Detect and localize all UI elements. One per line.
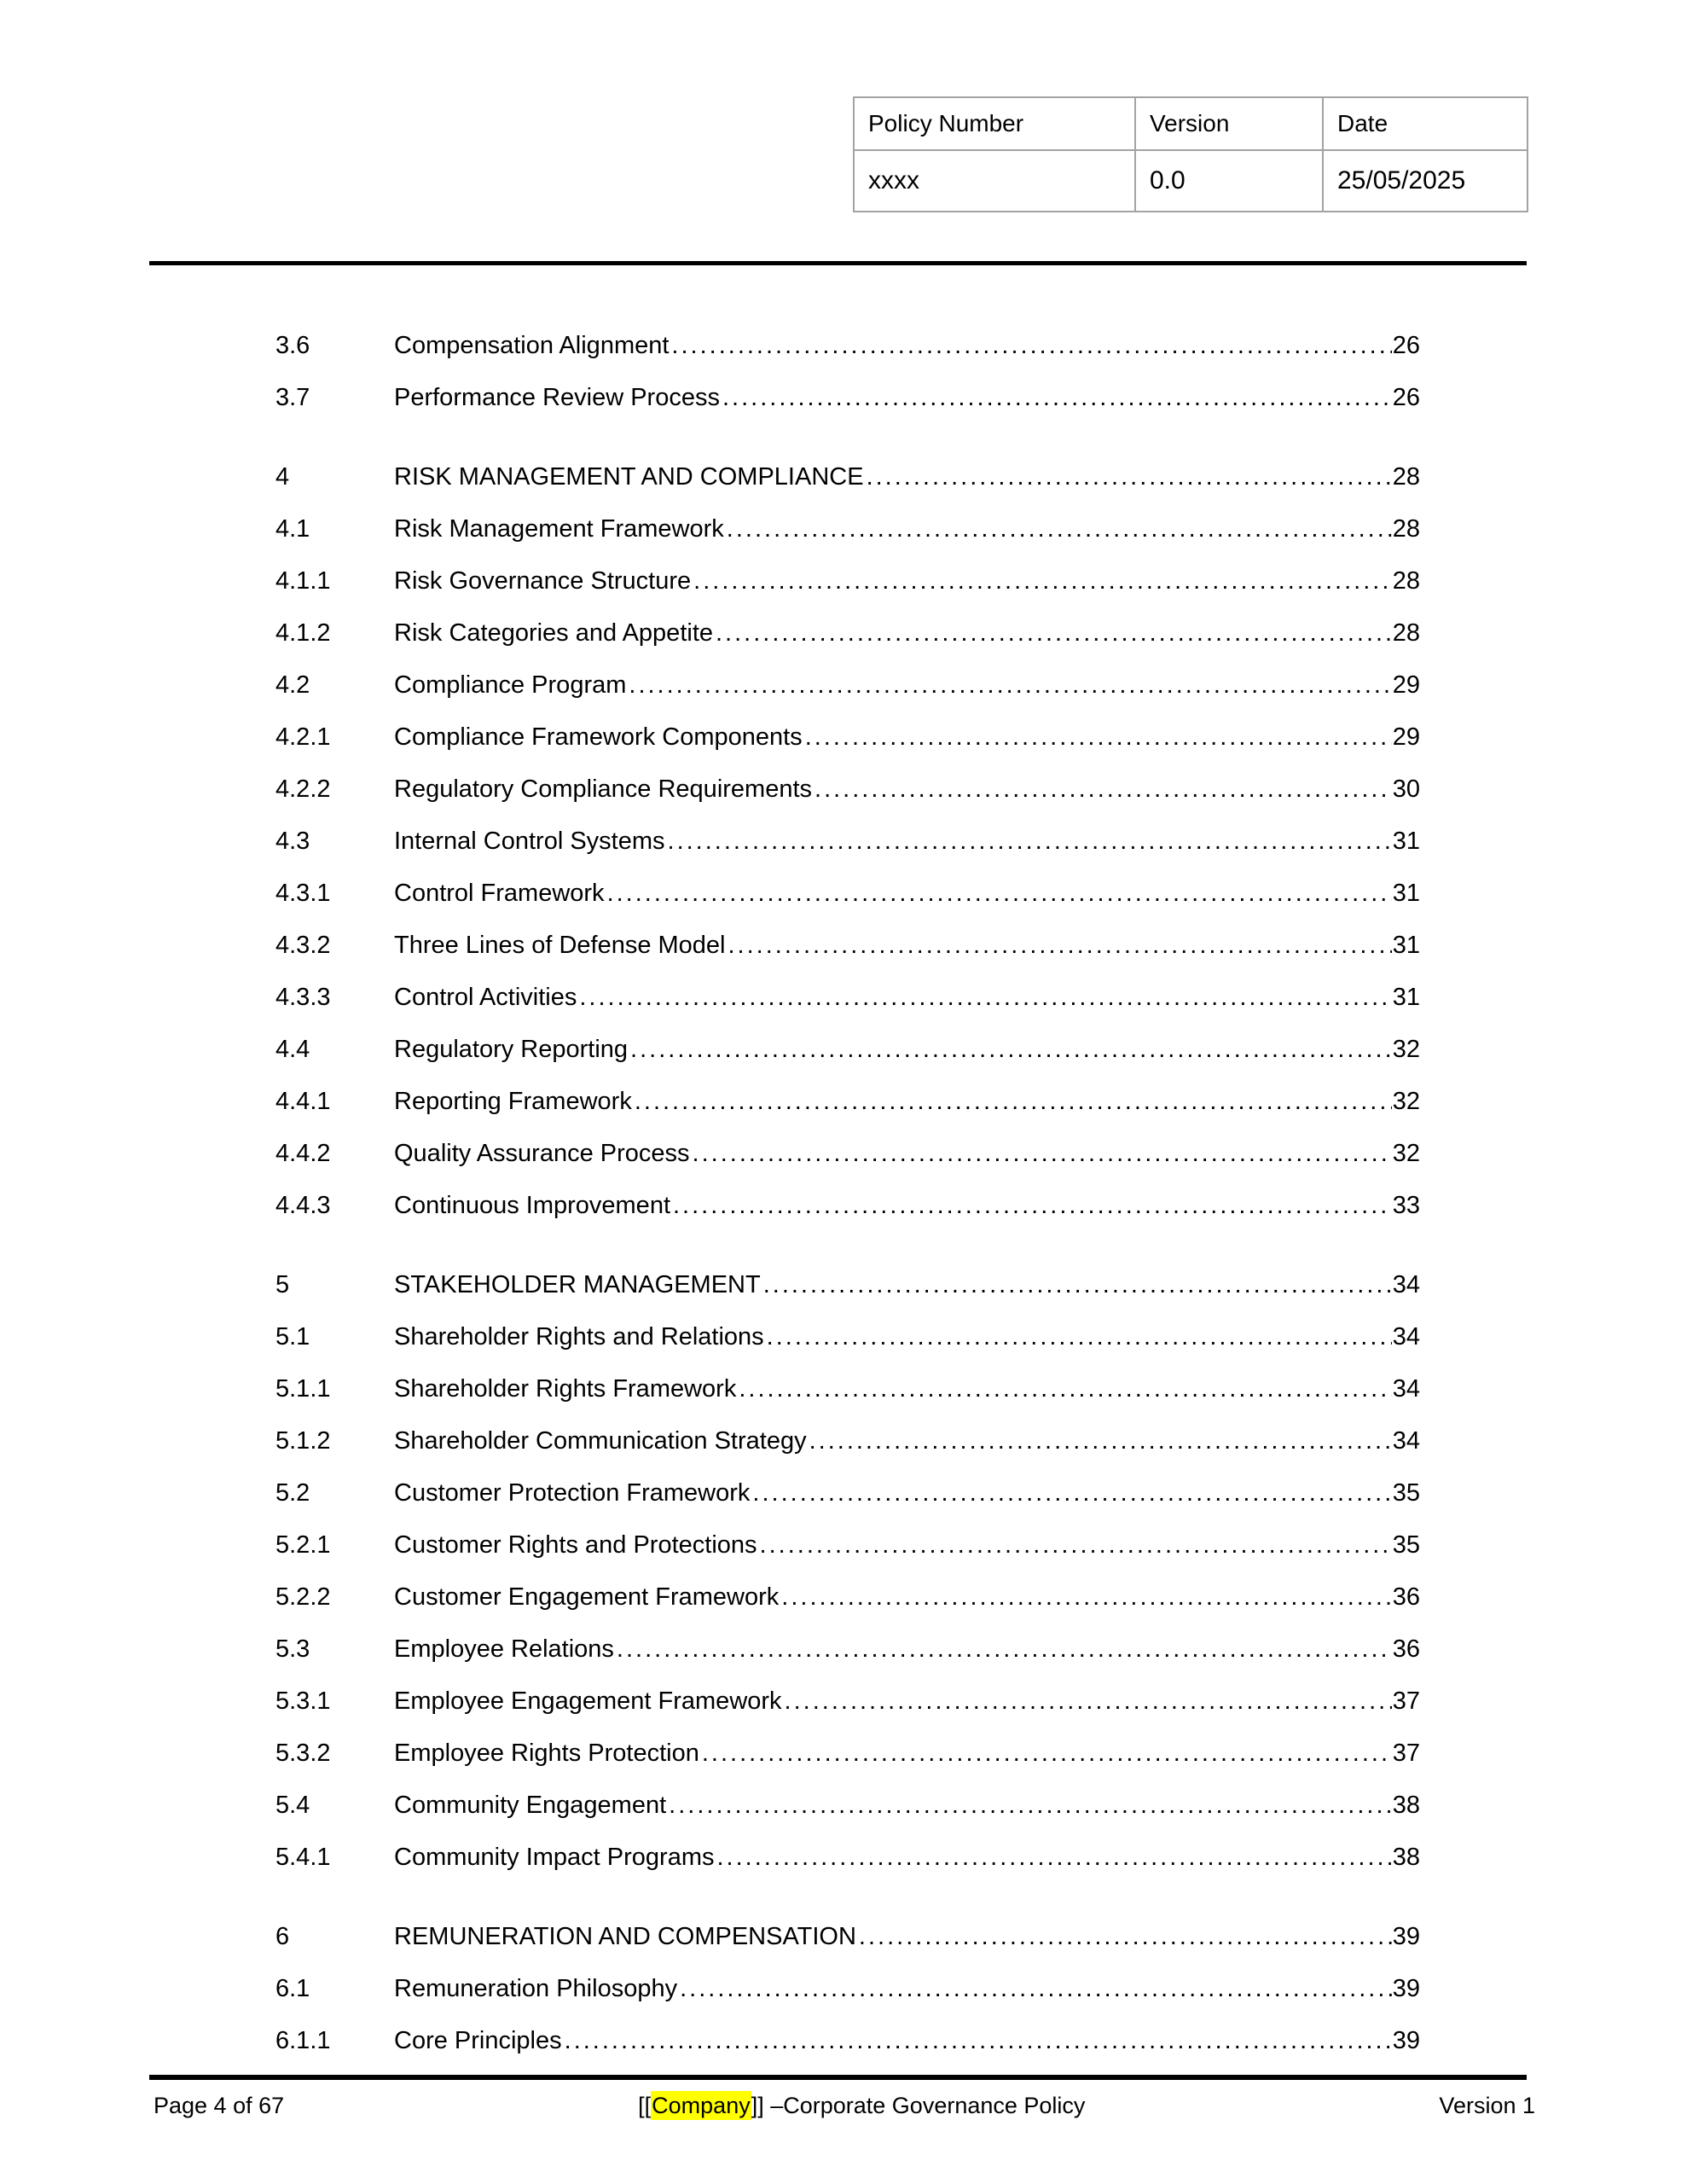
header-divider-line	[149, 261, 1527, 265]
toc-entry-page: 36	[1392, 1635, 1420, 1663]
toc-leader-dots	[635, 1076, 1392, 1128]
toc-entry-number: 5.3.2	[275, 1740, 331, 1767]
toc-leader-dots	[607, 868, 1392, 920]
toc-list	[275, 320, 1420, 2067]
toc-entry-page: 32	[1392, 1140, 1420, 1167]
toc-leader-dots	[785, 1676, 1392, 1728]
toc-leader-dots	[693, 1128, 1392, 1180]
toc-entry-title: Remuneration Philosophy	[394, 1975, 678, 2002]
toc-entry-page: 31	[1392, 880, 1420, 907]
toc-entry-page: 30	[1392, 775, 1420, 803]
toc-entry-page: 28	[1392, 619, 1420, 647]
toc-leader-dots	[805, 712, 1392, 764]
toc-leader-dots	[722, 372, 1392, 424]
toc-entry-title: Community Engagement	[394, 1792, 667, 1819]
toc-entry-title: Internal Control Systems	[394, 828, 665, 855]
toc-entry-title: Risk Governance Structure	[394, 567, 692, 595]
toc-entry	[275, 1024, 1420, 1076]
toc-entry-number: 6.1	[275, 1975, 310, 2002]
toc-entry-page: 35	[1392, 1531, 1420, 1559]
toc-leader-dots	[867, 451, 1392, 503]
toc-entry-page: 29	[1392, 723, 1420, 751]
toc-entry	[275, 816, 1420, 868]
toc-entry-title: Compliance Framework Components	[394, 723, 803, 751]
toc-leader-dots	[727, 503, 1392, 555]
toc-leader-dots	[728, 920, 1392, 972]
toc-group	[275, 1259, 1420, 1884]
toc-entry-number: 4.3.1	[275, 880, 331, 907]
toc-leader-dots	[668, 816, 1392, 868]
toc-entry-title: Community Impact Programs	[394, 1844, 715, 1871]
toc-entry	[275, 972, 1420, 1024]
toc-entry	[275, 1623, 1420, 1676]
toc-entry-title: Risk Categories and Appetite	[394, 619, 713, 647]
toc-entry	[275, 1311, 1420, 1363]
toc-entry-number: 4.3	[275, 828, 310, 855]
toc-entry	[275, 555, 1420, 607]
toc-leader-dots	[767, 1311, 1392, 1363]
toc-entry-title: STAKEHOLDER MANAGEMENT	[394, 1271, 761, 1298]
toc-entry-page: 34	[1392, 1323, 1420, 1350]
toc-entry-title: Customer Protection Framework	[394, 1479, 751, 1507]
toc-entry	[275, 503, 1420, 555]
toc-entry-number: 4.2	[275, 671, 310, 699]
toc-entry-title: Customer Engagement Framework	[394, 1583, 780, 1611]
toc-entry-title: Core Principles	[394, 2027, 562, 2054]
toc-leader-dots	[739, 1363, 1391, 1415]
toc-entry-number: 6.1.1	[275, 2027, 331, 2054]
toc-entry-title: Compliance Program	[394, 671, 627, 699]
toc-entry	[275, 1415, 1420, 1467]
toc-leader-dots	[579, 972, 1391, 1024]
toc-entry-title: Risk Management Framework	[394, 515, 724, 543]
toc-entry-title: Quality Assurance Process	[394, 1140, 690, 1167]
toc-leader-dots	[702, 1728, 1392, 1780]
toc-entry-number: 5.2.2	[275, 1583, 331, 1611]
toc-entry-page: 34	[1392, 1427, 1420, 1455]
policy-number-label: Policy Number	[854, 97, 1135, 150]
toc-entry-title: Shareholder Rights and Relations	[394, 1323, 764, 1350]
toc-leader-dots	[630, 1024, 1392, 1076]
toc-leader-dots	[673, 1180, 1392, 1232]
toc-entry-title: Compensation Alignment	[394, 332, 670, 359]
toc-entry	[275, 712, 1420, 764]
toc-leader-dots	[629, 659, 1391, 712]
toc-leader-dots	[752, 1467, 1391, 1519]
toc-entry-title: Three Lines of Defense Model	[394, 932, 726, 959]
toc-entry	[275, 1076, 1420, 1128]
toc-entry-number: 4	[275, 463, 290, 491]
toc-entry-title: Control Activities	[394, 984, 577, 1011]
toc-entry-title: Shareholder Communication Strategy	[394, 1427, 807, 1455]
toc-entry-title: Reporting Framework	[394, 1088, 632, 1115]
toc-entry	[275, 320, 1420, 372]
toc-entry-number: 5.1.2	[275, 1427, 331, 1455]
date-value: 25/05/2025	[1323, 150, 1528, 212]
toc-leader-dots	[760, 1519, 1392, 1571]
toc-entry-page: 34	[1392, 1375, 1420, 1403]
toc-entry-number: 4.4	[275, 1036, 310, 1063]
footer-doc-title	[638, 2088, 1085, 2123]
toc-entry-page: 32	[1392, 1088, 1420, 1115]
toc-entry-number: 5.2.1	[275, 1531, 331, 1559]
toc-entry	[275, 659, 1420, 712]
toc-entry-page: 28	[1392, 515, 1420, 543]
toc-entry-page: 32	[1392, 1036, 1420, 1063]
toc-leader-dots	[671, 320, 1391, 372]
toc-entry	[275, 1519, 1420, 1571]
toc-entry-page: 38	[1392, 1844, 1420, 1871]
policy-number-value: xxxx	[854, 150, 1135, 212]
toc-entry	[275, 920, 1420, 972]
toc-group	[275, 1911, 1420, 2067]
version-label: Version	[1135, 97, 1323, 150]
footer-doc-title-suffix: ]] –Corporate Governance Policy	[751, 2093, 1086, 2118]
toc-entry	[275, 1832, 1420, 1884]
toc-entry-page: 31	[1392, 932, 1420, 959]
toc-entry	[275, 1571, 1420, 1623]
toc-entry-page: 26	[1392, 332, 1420, 359]
policy-values-row	[854, 150, 1528, 212]
footer-page-info: Page 4 of 67	[154, 2093, 285, 2118]
toc-leader-dots	[680, 1963, 1392, 2015]
toc-entry	[275, 1728, 1420, 1780]
toc-entry-page: 28	[1392, 567, 1420, 595]
toc-leader-dots	[565, 2015, 1392, 2067]
toc-leader-dots	[859, 1911, 1392, 1963]
toc-leader-dots	[716, 607, 1392, 659]
toc-group	[275, 320, 1420, 424]
toc-entry-title: Control Framework	[394, 880, 605, 907]
toc-entry-number: 5	[275, 1271, 290, 1298]
toc-entry-number: 5.2	[275, 1479, 310, 1507]
footer-divider-line	[149, 2075, 1527, 2080]
toc-leader-dots	[763, 1259, 1392, 1311]
toc-leader-dots	[693, 555, 1392, 607]
date-label: Date	[1323, 97, 1528, 150]
toc-entry	[275, 1259, 1420, 1311]
toc-entry-number: 5.4	[275, 1792, 310, 1819]
toc-entry-number: 6	[275, 1923, 290, 1950]
footer-doc-title-prefix: [[	[638, 2093, 652, 2118]
toc-entry	[275, 2015, 1420, 2067]
toc-entry-page: 26	[1392, 384, 1420, 411]
toc-entry-number: 4.2.1	[275, 723, 331, 751]
toc-leader-dots	[781, 1571, 1391, 1623]
version-value: 0.0	[1135, 150, 1323, 212]
toc-entry-number: 5.1.1	[275, 1375, 331, 1403]
toc-entry-number: 4.1.2	[275, 619, 331, 647]
toc-entry	[275, 1963, 1420, 2015]
toc-entry	[275, 868, 1420, 920]
toc-entry-number: 4.2.2	[275, 775, 331, 803]
toc-entry	[275, 607, 1420, 659]
toc-entry-number: 4.4.2	[275, 1140, 331, 1167]
toc-group	[275, 451, 1420, 1232]
toc-entry-number: 5.1	[275, 1323, 310, 1350]
toc-entry	[275, 764, 1420, 816]
toc-entry-number: 5.3	[275, 1635, 310, 1663]
toc-entry-title: Performance Review Process	[394, 384, 720, 411]
toc-entry-title: Regulatory Compliance Requirements	[394, 775, 813, 803]
toc-entry-page: 33	[1392, 1192, 1420, 1219]
toc-entry-title: Customer Rights and Protections	[394, 1531, 757, 1559]
page-footer	[154, 2088, 1535, 2123]
toc-entry	[275, 1780, 1420, 1832]
toc-entry-page: 31	[1392, 828, 1420, 855]
toc-entry	[275, 1676, 1420, 1728]
toc-entry-number: 4.3.3	[275, 984, 331, 1011]
toc-entry-number: 4.1.1	[275, 567, 331, 595]
company-placeholder-highlight: Company	[652, 2093, 751, 2118]
toc-entry	[275, 1467, 1420, 1519]
toc-leader-dots	[815, 764, 1392, 816]
toc-entry-page: 34	[1392, 1271, 1420, 1298]
toc-entry-page: 37	[1392, 1740, 1420, 1767]
toc-entry-title: Regulatory Reporting	[394, 1036, 629, 1063]
toc-entry-title: Employee Relations	[394, 1635, 614, 1663]
toc-entry-number: 4.1	[275, 515, 310, 543]
toc-entry-number: 4.4.3	[275, 1192, 331, 1219]
toc-entry	[275, 1911, 1420, 1963]
policy-header-table	[853, 96, 1528, 212]
toc-entry-page: 29	[1392, 671, 1420, 699]
toc-leader-dots	[617, 1623, 1392, 1676]
toc-entry	[275, 1128, 1420, 1180]
toc-entry	[275, 372, 1420, 424]
toc-entry-number: 3.6	[275, 332, 310, 359]
policy-header-row	[854, 97, 1528, 150]
toc-leader-dots	[809, 1415, 1392, 1467]
footer-version: Version 1	[1439, 2093, 1535, 2118]
toc-entry	[275, 1180, 1420, 1232]
toc-entry-title: REMUNERATION AND COMPENSATION	[394, 1923, 856, 1950]
toc-entry-page: 39	[1392, 1975, 1420, 2002]
toc-entry-page: 37	[1392, 1687, 1420, 1715]
toc-entry	[275, 1363, 1420, 1415]
toc-entry-number: 3.7	[275, 384, 310, 411]
toc-entry-page: 35	[1392, 1479, 1420, 1507]
toc-leader-dots	[717, 1832, 1392, 1884]
toc-entry-page: 38	[1392, 1792, 1420, 1819]
toc-entry-page: 31	[1392, 984, 1420, 1011]
toc-entry-page: 28	[1392, 463, 1420, 491]
toc-entry-page: 36	[1392, 1583, 1420, 1611]
toc-entry-title: Continuous Improvement	[394, 1192, 670, 1219]
toc-entry-number: 4.4.1	[275, 1088, 331, 1115]
toc-entry-page: 39	[1392, 1923, 1420, 1950]
toc-entry-title: Employee Rights Protection	[394, 1740, 699, 1767]
toc-entry-title: Employee Engagement Framework	[394, 1687, 782, 1715]
toc-entry-title: RISK MANAGEMENT AND COMPLIANCE	[394, 463, 864, 491]
toc-entry-number: 5.4.1	[275, 1844, 331, 1871]
toc-leader-dots	[669, 1780, 1392, 1832]
toc-entry-number: 4.3.2	[275, 932, 331, 959]
toc-entry-number: 5.3.1	[275, 1687, 331, 1715]
toc-entry	[275, 451, 1420, 503]
toc-entry-title: Shareholder Rights Framework	[394, 1375, 737, 1403]
toc-entry-page: 39	[1392, 2027, 1420, 2054]
